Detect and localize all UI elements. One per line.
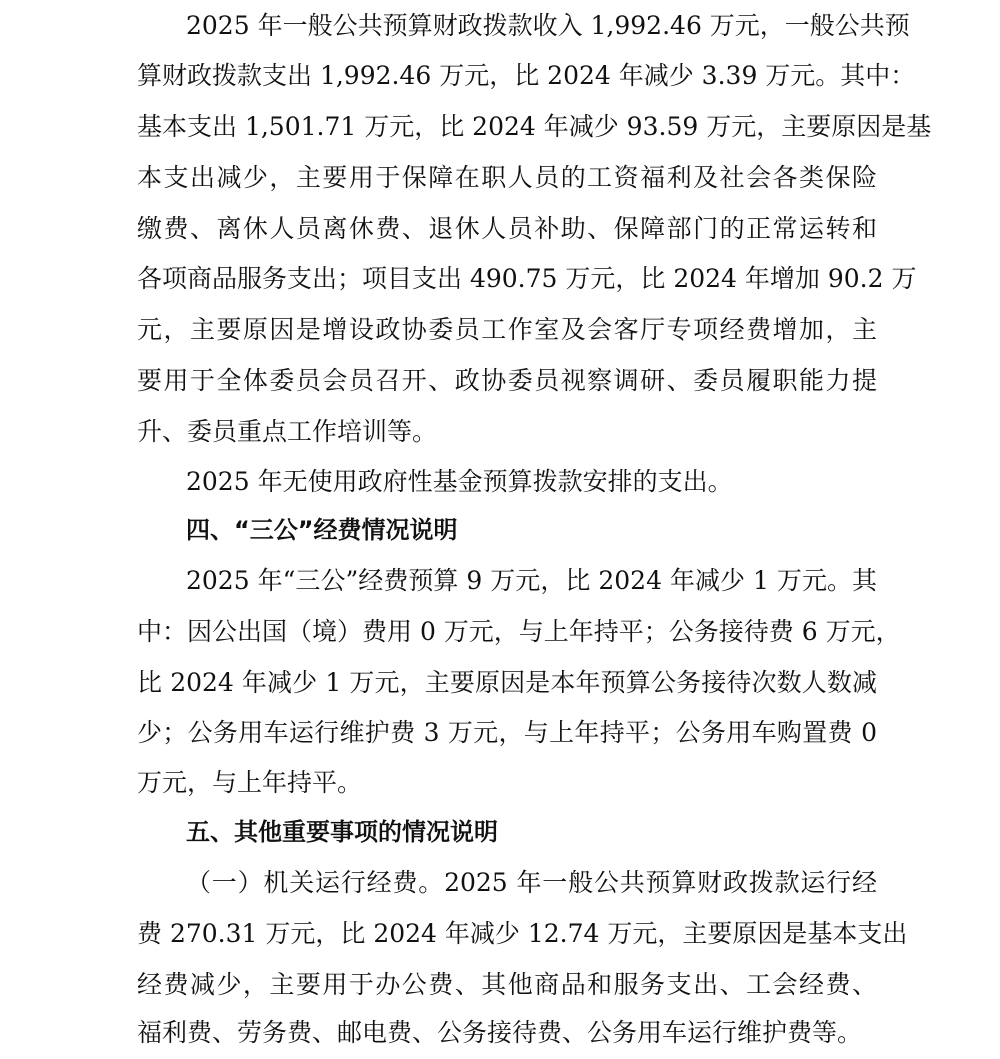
three-public-paragraph-line: 比 2024 年减少 1 万元，主要原因是本年预算公务接待次数人数减	[137, 668, 877, 697]
budget-paragraph-line: 2025 年一般公共预算财政拨款收入 1,992.46 万元，一般公共预	[186, 11, 910, 40]
section-heading-four: 四、“三公”经费情况说明	[186, 516, 458, 544]
budget-paragraph-line: 算财政拨款支出 1,992.46 万元，比 2024 年减少 3.39 万元。其中：	[137, 61, 916, 90]
budget-paragraph-line: 要用于全体委员会员召开、政协委员视察调研、委员履职能力提	[137, 366, 877, 395]
budget-paragraph-line: 各项商品服务支出；项目支出 490.75 万元，比 2024 年增加 90.2 万	[137, 264, 917, 293]
operating-paragraph-line: 福利费、劳务费、邮电费、公务接待费、公务用车运行维护费等。	[137, 1018, 863, 1047]
three-public-paragraph-line: 少；公务用车运行维护费 3 万元，与上年持平；公务用车购置费 0	[137, 718, 877, 747]
operating-paragraph-line: 经费减少，主要用于办公费、其他商品和服务支出、工会经费、	[137, 970, 877, 999]
budget-paragraph-line: 基本支出 1,501.71 万元，比 2024 年减少 93.59 万元，主要原因是基	[137, 112, 932, 141]
budget-paragraph-line: 本支出减少，主要用于保障在职人员的工资福利及社会各类保险	[137, 163, 877, 192]
operating-paragraph-line: （一）机关运行经费。2025 年一般公共预算财政拨款运行经	[186, 868, 877, 897]
three-public-paragraph-line: 中：因公出国（境）费用 0 万元，与上年持平；公务接待费 6 万元，	[137, 617, 901, 646]
three-public-paragraph-line: 2025 年“三公”经费预算 9 万元，比 2024 年减少 1 万元。其	[186, 566, 877, 595]
operating-paragraph-line: 费 270.31 万元，比 2024 年减少 12.74 万元，主要原因是基本支出	[137, 919, 908, 948]
fund-paragraph: 2025 年无使用政府性基金预算拨款安排的支出。	[186, 467, 733, 496]
budget-paragraph-line: 升、委员重点工作培训等。	[137, 417, 438, 446]
section-heading-five: 五、其他重要事项的情况说明	[186, 818, 498, 846]
budget-paragraph-line: 元，主要原因是增设政协委员工作室及会客厅专项经费增加，主	[137, 315, 877, 344]
budget-paragraph-line: 缴费、离休人员离休费、退休人员补助、保障部门的正常运转和	[137, 214, 877, 243]
three-public-paragraph-line: 万元，与上年持平。	[137, 768, 363, 797]
